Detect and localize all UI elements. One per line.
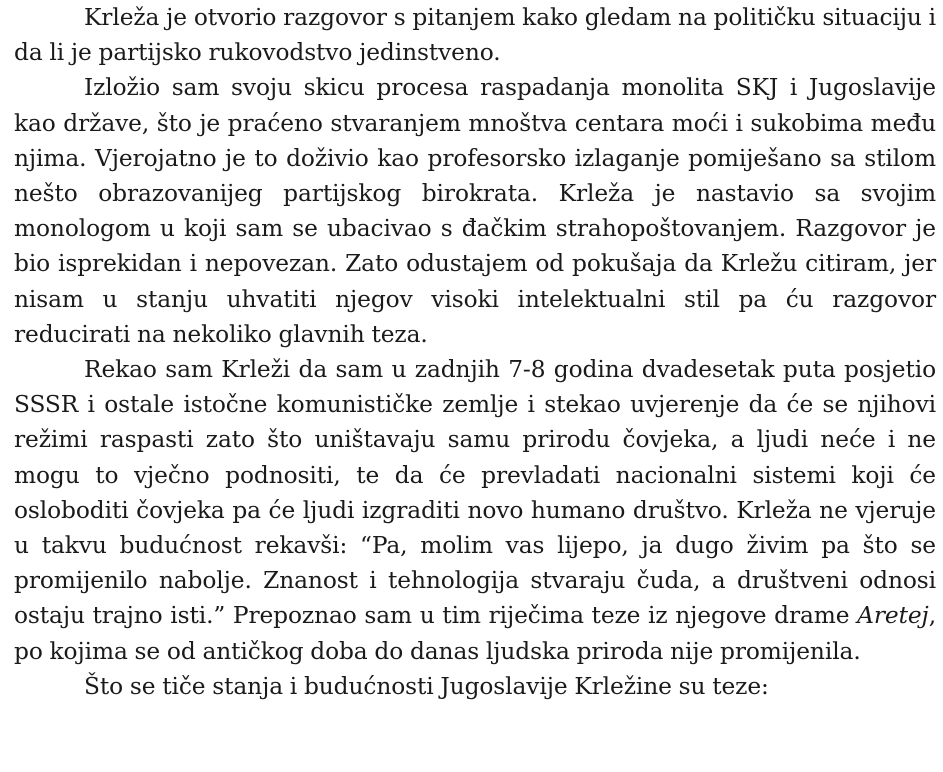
document-body: [14, 0, 936, 704]
paragraph-opening: Krleža je otvorio razgovor s pitanjem kako gledam na političku situaciju i da li je partijsko rukovodstvo jedinstveno.: [14, 4, 936, 67]
paragraph-yugoslavia-theses: Što se tiče stanja i budućnosti Jugoslavije Krležine su teze:: [84, 672, 769, 700]
paragraph-text-after-title: , po kojima se od antičkog doba do danas ljudska priroda nije promijenila.: [14, 602, 936, 665]
drama-title: Aretej: [857, 602, 929, 630]
paragraph-text-before-title: Rekao sam Krleži da sam u zadnjih 7-8 godina dvadesetak puta posjetio SSSR i ostale istočne komunističke zemlje i stekao uvjerenje da će se njihovi režimi raspasti zato što uništavaju samu prirodu čovjeka, a ljudi neće i ne mogu to vječno podnositi, te da će prevladati nacionalni sistemi koji će osloboditi čovjeka pa će ljudi izgraditi novo humano društvo. Krleža ne vjeruje u takvu budućnost rekavši: “Pa, molim vas lijepo, ja dugo živim pa što se promijenilo nabolje. Znanost i tehnologija stvaraju čuda, a društveni odnosi ostaju trajno isti.” Prepoznao sam u tim riječima teze iz njegove drame: [14, 356, 936, 630]
paragraph-conversation-theses: [14, 352, 936, 669]
paragraph-political-sketch: Izložio sam svoju skicu procesa raspadanja monolita SKJ i Jugoslavije kao države, što je praćeno stvaranjem mnoštva centara moći i sukobima među njima. Vjerojatno je to doživio kao profesorsko izlaganje pomiješano sa stilom nešto obrazovanijeg partijskog birokrata. Krleža je nastavio sa svojim monologom u koji sam se ubacivao s đačkim strahopoštovanjem. Razgovor je bio isprekidan i nepovezan. Zato odustajem od pokušaja da Krležu citiram, jer nisam u stanju uhvatiti njegov visoki intelektualni stil pa ću razgovor reducirati na nekoliko glavnih teza.: [14, 74, 936, 348]
